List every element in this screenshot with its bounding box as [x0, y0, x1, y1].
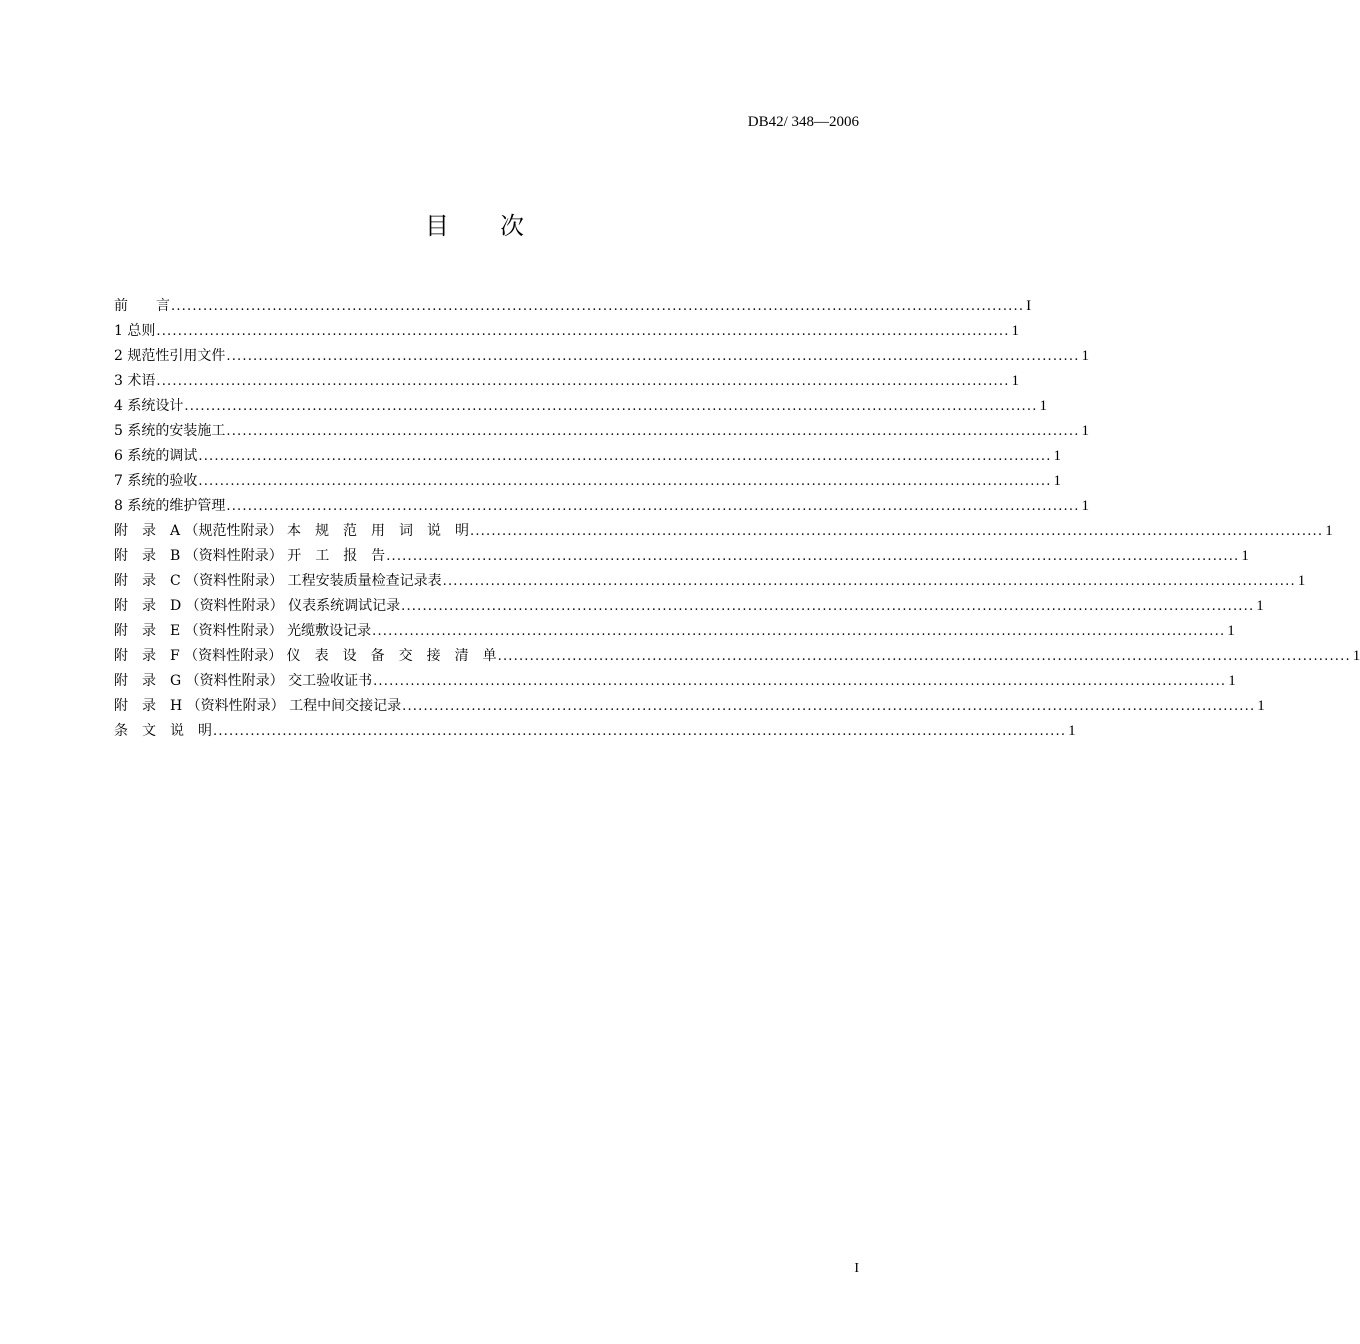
toc-leader-dots: ................................................................................................................................................................: [226, 349, 1080, 364]
toc-entry-page: 1: [1227, 623, 1235, 639]
toc-entry-label: 条 文 说 明: [114, 723, 212, 739]
toc-entry-label: 3 术语: [114, 373, 156, 389]
toc-entry-page: 1: [1081, 423, 1090, 439]
toc-entry-label: 附 录 D （资料性附录） 仪表系统调试记录: [114, 598, 401, 614]
toc-entry-page: 1: [1011, 323, 1020, 339]
toc-leader-dots: ................................................................................................................................................................: [372, 624, 1226, 639]
toc-entry-appendix-e[interactable]: [114, 619, 1235, 644]
toc-leader-dots: ................................................................................................................................................................: [198, 474, 1052, 489]
toc-entry-label: 7 系统的验收: [114, 473, 198, 489]
toc-entry-label: 附 录 H （资料性附录） 工程中间交接记录: [114, 698, 402, 714]
toc-entry-maintenance[interactable]: [114, 494, 1090, 519]
toc-entry-label: 前 言: [114, 298, 170, 314]
toc-entry-label: 附 录 F （资料性附录） 仪 表 设 备 交 接 清 单: [114, 648, 497, 664]
toc-leader-dots: ................................................................................................................................................................: [213, 724, 1067, 739]
toc-leader-dots: ................................................................................................................................................................: [171, 299, 1025, 314]
toc-leader-dots: ................................................................................................................................................................: [401, 599, 1255, 614]
toc-entry-appendix-d[interactable]: [114, 594, 1264, 619]
toc-entry-page: 1: [1068, 723, 1076, 739]
toc-leader-dots: ................................................................................................................................................................: [156, 374, 1010, 389]
toc-leader-dots: ................................................................................................................................................................: [226, 499, 1080, 514]
toc-leader-dots: ................................................................................................................................................................: [470, 524, 1324, 539]
toc-leader-dots: ................................................................................................................................................................: [402, 699, 1256, 714]
toc-entry-general[interactable]: [114, 319, 1020, 344]
toc-leader-dots: ................................................................................................................................................................: [184, 399, 1038, 414]
toc-entry-appendix-h[interactable]: [114, 694, 1265, 719]
toc-entry-label: 6 系统的调试: [114, 448, 198, 464]
toc-entry-installation[interactable]: [114, 419, 1090, 444]
toc-entry-label: 附 录 C （资料性附录） 工程安装质量检查记录表: [114, 573, 442, 589]
toc-leader-dots: ................................................................................................................................................................: [386, 549, 1240, 564]
toc-entry-page: 1: [1039, 398, 1048, 414]
toc-entry-page: 1: [1081, 498, 1090, 514]
toc-entry-page: 1: [1053, 473, 1062, 489]
toc-entry-label: 4 系统设计: [114, 398, 184, 414]
toc-entry-acceptance[interactable]: [114, 469, 1062, 494]
toc-entry-label: 5 系统的安装施工: [114, 423, 226, 439]
toc-entry-label: 2 规范性引用文件: [114, 348, 226, 364]
toc-entry-appendix-b[interactable]: [114, 544, 1249, 569]
toc-entry-page: I: [1026, 298, 1032, 314]
toc-leader-dots: ................................................................................................................................................................: [156, 324, 1010, 339]
toc-entry-label: 1 总则: [114, 323, 156, 339]
toc-entry-preface[interactable]: [114, 294, 1032, 319]
toc-leader-dots: ................................................................................................................................................................: [198, 449, 1052, 464]
page-number: I: [854, 1261, 859, 1276]
toc-leader-dots: ................................................................................................................................................................: [442, 574, 1296, 589]
toc-leader-dots: ................................................................................................................................................................: [373, 674, 1227, 689]
toc-leader-dots: ................................................................................................................................................................: [497, 649, 1351, 664]
toc-entry-system-design[interactable]: [114, 394, 1048, 419]
toc-entry-page: 1: [1241, 548, 1249, 564]
toc-entry-appendix-g[interactable]: [114, 669, 1236, 694]
toc-entry-label: 附 录 G （资料性附录） 交工验收证书: [114, 673, 373, 689]
toc-entry-label: 8 系统的维护管理: [114, 498, 226, 514]
toc-entry-page: 1: [1228, 673, 1236, 689]
toc-entry-page: 1: [1297, 573, 1306, 589]
toc-entry-commissioning[interactable]: [114, 444, 1062, 469]
table-of-contents: [114, 294, 1360, 744]
page-title: 目 次: [425, 212, 525, 240]
toc-entry-page: 1: [1081, 348, 1090, 364]
toc-entry-page: 1: [1256, 598, 1264, 614]
toc-entry-appendix-a[interactable]: [114, 519, 1333, 544]
toc-entry-page: 1: [1257, 698, 1265, 714]
toc-entry-appendix-f[interactable]: [114, 644, 1360, 669]
toc-entry-explanation[interactable]: [114, 719, 1076, 744]
toc-entry-terms[interactable]: [114, 369, 1020, 394]
toc-entry-page: 1: [1011, 373, 1020, 389]
toc-leader-dots: ................................................................................................................................................................: [226, 424, 1080, 439]
toc-entry-label: 附 录 E （资料性附录） 光缆敷设记录: [114, 623, 372, 639]
toc-entry-appendix-c[interactable]: [114, 569, 1306, 594]
toc-entry-page: 1: [1053, 448, 1062, 464]
toc-entry-normative-references[interactable]: [114, 344, 1090, 369]
document-code: DB42/ 348—2006: [747, 114, 859, 130]
toc-entry-page: 1: [1325, 523, 1333, 539]
toc-entry-label: 附 录 A （规范性附录） 本 规 范 用 词 说 明: [114, 523, 470, 539]
toc-entry-label: 附 录 B （资料性附录） 开 工 报 告: [114, 548, 386, 564]
toc-entry-page: 1: [1352, 648, 1360, 664]
